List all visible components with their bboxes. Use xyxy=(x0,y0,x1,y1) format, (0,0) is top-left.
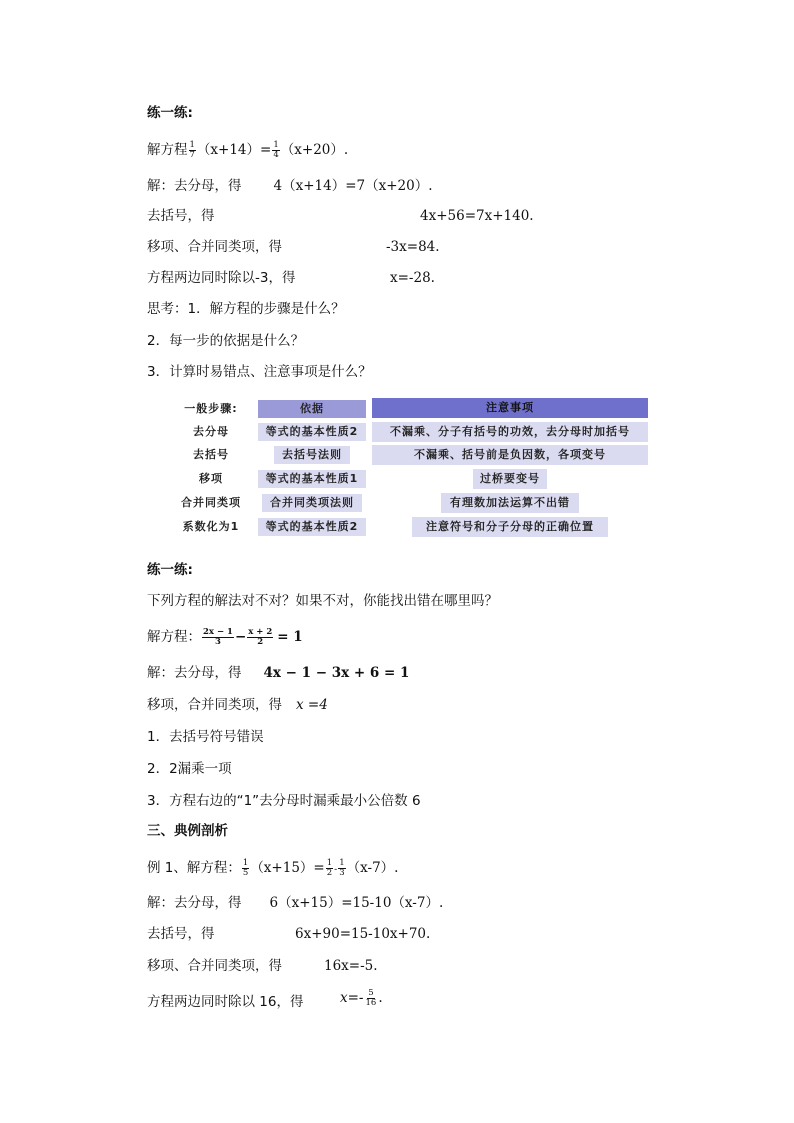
frac-num: 1 xyxy=(339,858,345,868)
frac-num: 1 xyxy=(326,858,333,868)
error-item: 2．2漏乘一项 xyxy=(147,761,232,777)
fraction xyxy=(338,859,345,878)
table-header: 注意事项 xyxy=(372,398,648,418)
table-note: 有理数加法运算不出错 xyxy=(441,493,579,513)
step-label: 解：去分母，得 xyxy=(147,665,242,681)
fraction xyxy=(272,141,279,160)
problem-prefix: 解方程： xyxy=(147,629,201,645)
example-prefix: 例 1、解方程： xyxy=(147,860,241,876)
think-question: 思考：1．解方程的步骤是什么？ xyxy=(147,301,345,317)
table-note: 过桥要变号 xyxy=(473,469,547,489)
table-note: 不漏乘、分子有括号的功效，去分母时加括号 xyxy=(372,422,648,442)
solution-step xyxy=(147,988,383,1011)
step-expr: 16x=-5. xyxy=(324,958,378,974)
step-expr: 4（x+14）=7（x+20）. xyxy=(273,178,433,194)
step-expr: 4x+56=7x+140. xyxy=(420,208,534,224)
solution-step xyxy=(147,925,431,943)
dash: - xyxy=(334,865,338,875)
expr-part: （x+15）= xyxy=(250,860,325,876)
frac-den: 3 xyxy=(215,637,221,647)
table-basis: 等式的基本性质1 xyxy=(258,470,366,488)
final-lhs: x=- xyxy=(340,990,364,1006)
step-label: 解：去分母，得 xyxy=(147,895,242,911)
fraction xyxy=(326,859,333,878)
step-expr: -3x=84. xyxy=(386,239,440,255)
frac-den: 16 xyxy=(365,998,377,1008)
step-label: 解：去分母，得 xyxy=(147,178,242,194)
table-basis: 合并同类项法则 xyxy=(262,494,362,512)
frac-den: 4 xyxy=(273,150,279,160)
solution-step xyxy=(147,238,440,256)
step-expr: 4x − 1 − 3x + 6 = 1 xyxy=(263,665,410,681)
frac-num: 1 xyxy=(189,140,195,150)
frac-den: 3 xyxy=(339,868,345,878)
table-note: 注意符号和分子分母的正确位置 xyxy=(412,517,608,537)
expr-part: （x-7）. xyxy=(346,860,399,876)
question-text: 下列方程的解法对不对？如果不对，你能找出错在哪里吗？ xyxy=(147,593,498,609)
section-title: 三、典例剖析 xyxy=(147,823,228,839)
solution-step xyxy=(147,177,433,195)
section-title: 练一练: xyxy=(147,562,193,578)
table-step: 移项 xyxy=(170,470,252,488)
error-item: 3．方程右边的“1”去分母时漏乘最小公倍数 6 xyxy=(147,793,421,809)
step-expr: x=-28. xyxy=(390,270,435,286)
table-step: 系数化为1 xyxy=(170,518,252,536)
frac-den: 5 xyxy=(242,868,249,878)
step-expr: x =4 xyxy=(296,697,328,713)
frac-num: 1 xyxy=(242,858,249,868)
frac-num: 2x − 1 xyxy=(203,627,233,637)
fraction xyxy=(202,628,234,647)
frac-den: 2 xyxy=(326,868,333,878)
table-step: 合并同类项 xyxy=(170,494,252,512)
expr-part: （x+14）= xyxy=(196,142,272,158)
frac-num: 5 xyxy=(368,988,374,998)
table-step: 去括号 xyxy=(170,446,252,464)
frac-den: 7 xyxy=(189,150,195,160)
solution-step xyxy=(147,664,409,682)
step-label: 移项、合并同类项，得 xyxy=(147,958,282,974)
expr-part: （x+20）. xyxy=(280,142,349,158)
step-label: 方程两边同时除以-3，得 xyxy=(147,270,296,286)
solution-step xyxy=(147,957,378,975)
step-label: 去括号，得 xyxy=(147,926,215,942)
table-step: 去分母 xyxy=(170,423,252,441)
step-label: 移项、合并同类项，得 xyxy=(147,239,282,255)
problem-statement xyxy=(147,141,348,160)
fraction xyxy=(247,628,273,647)
fraction xyxy=(365,989,378,1008)
step-label: 移项，合并同类项，得 xyxy=(147,697,282,713)
table-note: 不漏乘、括号前是负因数，各项变号 xyxy=(372,445,648,465)
table-basis: 等式的基本性质2 xyxy=(258,518,366,536)
fraction xyxy=(242,859,249,878)
frac-num: 1 xyxy=(273,140,279,150)
section-title: 练一练: xyxy=(147,105,193,121)
frac-den: 2 xyxy=(257,637,264,647)
final-end: . xyxy=(378,990,383,1006)
example-statement xyxy=(147,859,398,879)
step-expr: 6x+90=15-10x+70. xyxy=(295,926,431,942)
minus-sign: − xyxy=(234,629,247,645)
think-question: 3．计算时易错点、注意事项是什么？ xyxy=(147,364,372,380)
fraction xyxy=(189,141,196,160)
frac-num: x + 2 xyxy=(248,627,273,637)
step-expr: 6（x+15）=15-10（x-7）. xyxy=(269,895,444,911)
table-header: 依据 xyxy=(258,400,366,418)
solution-step xyxy=(147,696,328,714)
error-item: 1．去括号符号错误 xyxy=(147,729,264,745)
table-header: 一般步骤: xyxy=(170,400,252,418)
rhs: = 1 xyxy=(277,629,303,645)
problem-prefix: 解方程 xyxy=(147,142,188,158)
think-question: 2．每一步的依据是什么？ xyxy=(147,333,305,349)
step-label: 去括号，得 xyxy=(147,208,215,224)
solution-step xyxy=(147,894,443,912)
solution-step xyxy=(147,269,435,287)
table-basis: 等式的基本性质2 xyxy=(258,423,366,441)
solution-step xyxy=(147,207,534,225)
table-basis: 去括号法则 xyxy=(274,446,350,464)
step-label: 方程两边同时除以 16，得 xyxy=(147,994,304,1010)
problem-statement xyxy=(147,628,303,647)
steps-table xyxy=(170,398,648,538)
